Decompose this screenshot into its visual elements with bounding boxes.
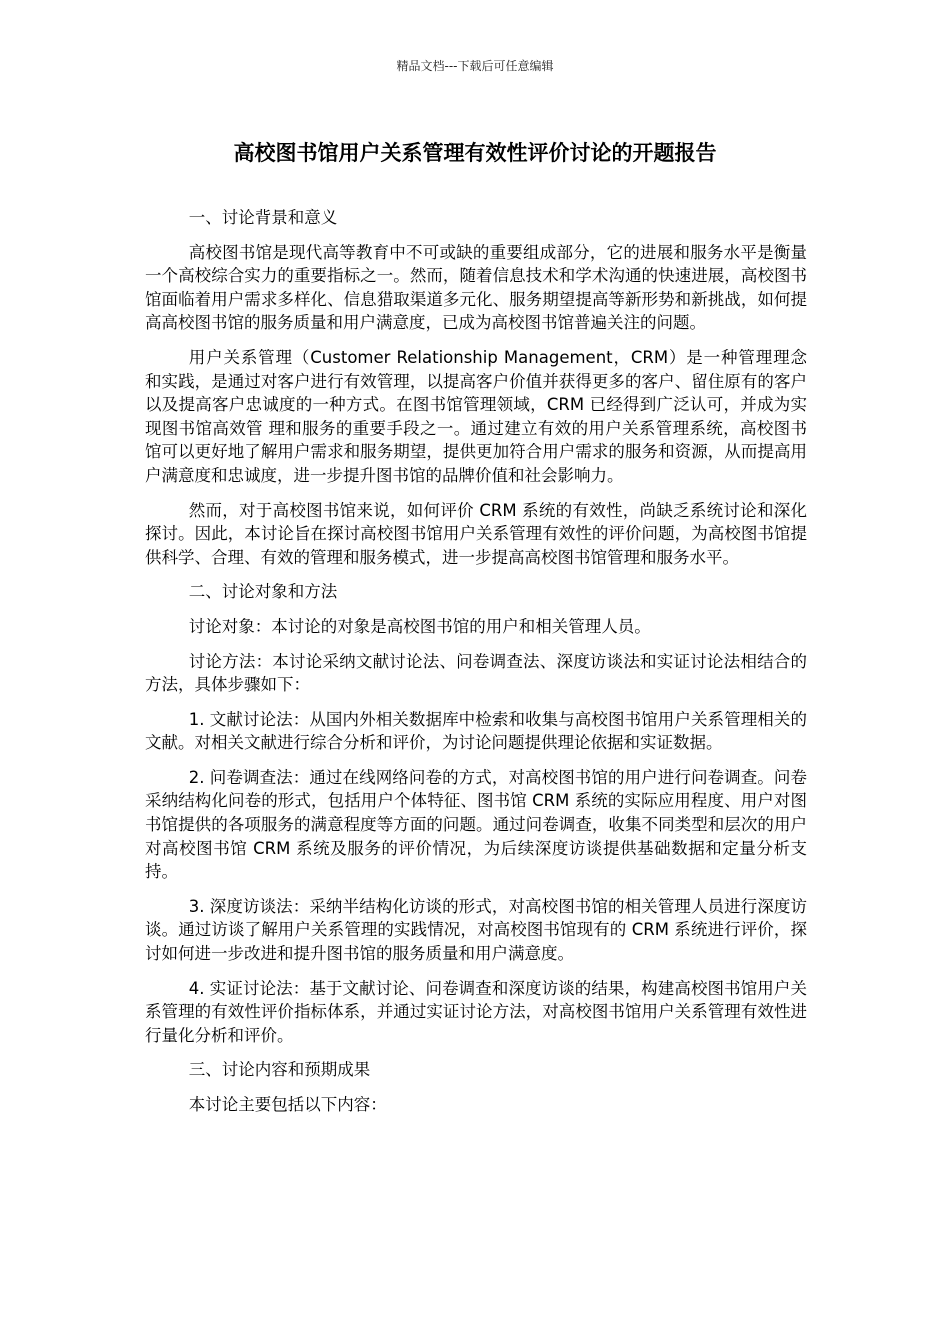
page-header-note: 精品文档---下载后可任意编辑 <box>396 59 554 73</box>
paragraph-background-crm: 用户关系管理（Customer Relationship Management，CRM）是一种管理理念和实践，是通过对客户进行有效管理，以提高客户价值并获得更多的客户、留住原有的客户以及提高客户忠诚度的一种方式。在图书馆管理领域，CRM 已经得到广泛认可，并成为实现图书馆高效管 理和服务的重要手段之一。通过建立有效的用户关系管理系统，高校图书馆可以更好地了解用户需求和服务期望，提供更加符合用户需求的服务和资源，从而提高用户满意度和忠诚度，进一步提升图书馆的品牌价值和社会影响力。 <box>145 347 807 485</box>
section-heading-content: 三、讨论内容和预期成果 <box>188 1060 371 1080</box>
section-heading-methods: 二、讨论对象和方法 <box>188 582 338 602</box>
paragraph-research-object: 讨论对象：本讨论的对象是高校图书馆的用户和相关管理人员。 <box>188 616 651 636</box>
paragraph-research-method: 讨论方法：本讨论采纳文献讨论法、问卷调查法、深度访谈法和实证讨论法相结合的方法，具体步骤如下： <box>145 651 807 695</box>
paragraph-content-intro: 本讨论主要包括以下内容： <box>188 1095 387 1114</box>
list-item-literature-method: 1. 文献讨论法：从国内外相关数据库中检索和收集与高校图书馆用户关系管理相关的文献。对相关文献进行综合分析和评价，为讨论问题提供理论依据和实证数据。 <box>145 709 807 753</box>
paragraph-background-aim: 然而，对于高校图书馆来说，如何评价 CRM 系统的有效性，尚缺乏系统讨论和深化探讨。因此，本讨论旨在探讨高校图书馆用户关系管理有效性的评价问题，为高校图书馆提供科学、合理、有效的管理和服务模式，进一步提高高校图书馆管理和服务水平。 <box>145 500 807 567</box>
paragraph-background-1: 高校图书馆是现代高等教育中不可或缺的重要组成部分，它的进展和服务水平是衡量一个高校综合实力的重要指标之一。然而，随着信息技术和学术沟通的快速进展，高校图书馆面临着用户需求多样化、信息猎取渠道多元化、服务期望提高等新形势和新挑战，如何提高高校图书馆的服务质量和用户满意度，已成为高校图书馆普遍关注的问题。 <box>145 242 807 333</box>
section-heading-background: 一、讨论背景和意义 <box>188 208 338 227</box>
document-body <box>145 206 807 1128</box>
list-item-survey-method: 2. 问卷调查法：通过在线网络问卷的方式，对高校图书馆的用户进行问卷调查。问卷采纳结构化问卷的形式，包括用户个体特征、图书馆 CRM 系统的实际应用程度、用户对图书馆提供的各项服务的满意程度等方面的问题。通过问卷调查，收集不同类型和层次的用户对高校图书馆 CRM 系统及服务的评价情况，为后续深度访谈提供基础数据和定量分析支持。 <box>145 767 807 882</box>
list-item-interview-method: 3. 深度访谈法：采纳半结构化访谈的形式，对高校图书馆的相关管理人员进行深度访谈。通过访谈了解用户关系管理的实践情况，对高校图书馆现有的 CRM 系统进行评价，探讨如何进一步改进和提升图书馆的服务质量和用户满意度。 <box>145 896 807 964</box>
document-title: 高校图书馆用户关系管理有效性评价讨论的开题报告 <box>233 141 717 165</box>
list-item-empirical-method: 4. 实证讨论法：基于文献讨论、问卷调查和深度访谈的结果，构建高校图书馆用户关系管理的有效性评价指标体系，并通过实证讨论方法，对高校图书馆用户关系管理有效性进行量化分析和评价。 <box>145 978 807 1045</box>
